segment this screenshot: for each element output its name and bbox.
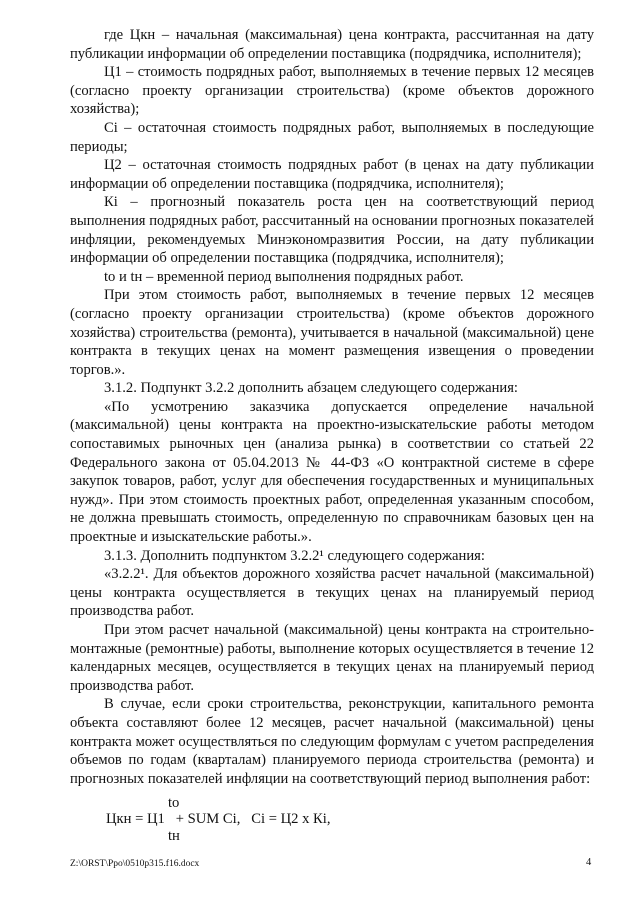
footer-file-path: Z:\ORST\Ppo\0510p315.f16.docx [70, 859, 200, 869]
paragraph-clause-3-1-3: 3.1.3. Дополнить подпунктом 3.2.2¹ следующего содержания: [104, 547, 485, 564]
paragraph-tskn-definition: где Цкн – начальная (максимальная) цена контракта, рассчитанная на дату публикации информации об определении поставщика (подрядчика, исполнителя); [70, 27, 594, 62]
paragraph-construction-works: При этом расчет начальной (максимальной) цены контракта на строительно-монтажные (ремонтные) работы, выполнение которых осуществляется в течение 12 календарных месяцев, осуществляется в текущих ценах на планируемый период производства работ. [70, 622, 594, 694]
paragraph-design-works-price: «По усмотрению заказчика допускается определение начальной (максимальной) цены контракта на проектно-изыскательские работы методом сопоставимых рыночных цен (анализа рынка) в соответствии со статьей 22 Федерального закона от 05.04.2013 № 44-ФЗ «О контрактной системе в сфере закупок товаров, работ, услуг для обеспечения государственных и муниципальных нужд». При этом стоимость проектных работ, определенная указанным способом, не должна превышать стоимость, определенную по справочникам базовых цен на проектные и изыскательские работы.». [70, 398, 594, 546]
paragraph-ki-definition: Кi – прогнозный показатель роста цен на соответствующий период выполнения подрядных работ, рассчитанный на основании прогнозных показателей инфляции, рекомендуемых Минэкономразвития России, на дату публикации информации об определении поставщика (подрядчика, исполнителя); [70, 194, 594, 267]
paragraph-period-definition: to и tн – временной период выполнения подрядных работ. [104, 268, 464, 285]
paragraph-first-12-months: При этом стоимость работ, выполняемых в течение первых 12 месяцев (согласно проекту организации строительства) (кроме объектов дорожного хозяйства) строительства (ремонта), учитывается в начальной (максимальной) цене контракта в текущих ценах на момент размещения извещения о проведении торгов.». [70, 287, 594, 378]
formula-upper-limit: to [168, 795, 180, 811]
formula-lower-limit: tн [168, 828, 180, 844]
formula-expression: Цкн = Ц1 + SUM Сi, Сi = Ц2 х Кi, [106, 811, 331, 827]
price-formula [106, 794, 406, 844]
page-number: 4 [586, 857, 592, 868]
paragraph-long-term-formula-intro: В случае, если сроки строительства, реконструкции, капитального ремонта объекта составляют более 12 месяцев, расчет начальной (максимальной) цены контракта может осуществляться по следующим формулам с учетом распределения объемов по годам (кварталам) планируемого периода строительства (ремонта) и прогнозных показателей инфляции на соответствующий период выполнения работ: [70, 696, 594, 787]
paragraph-ci-definition: Сi – остаточная стоимость подрядных работ, выполняемых в последующие периоды; [70, 119, 594, 155]
paragraph-ts2-definition: Ц2 – остаточная стоимость подрядных работ (в ценах на дату публикации информации об определении поставщика (подрядчика, исполнителя); [70, 157, 594, 192]
paragraph-clause-3-2-2-1: «3.2.2¹. Для объектов дорожного хозяйства расчет начальной (максимальной) цены контракта осуществляется в текущих ценах на планируемый период производства работ. [70, 566, 594, 620]
document-body [70, 26, 594, 788]
paragraph-ts1-definition: Ц1 – стоимость подрядных работ, выполняемых в течение первых 12 месяцев (согласно проекту организации строительства) (кроме объектов дорожного хозяйства); [70, 64, 594, 118]
paragraph-clause-3-1-2: 3.1.2. Подпункт 3.2.2 дополнить абзацем следующего содержания: [104, 380, 518, 397]
